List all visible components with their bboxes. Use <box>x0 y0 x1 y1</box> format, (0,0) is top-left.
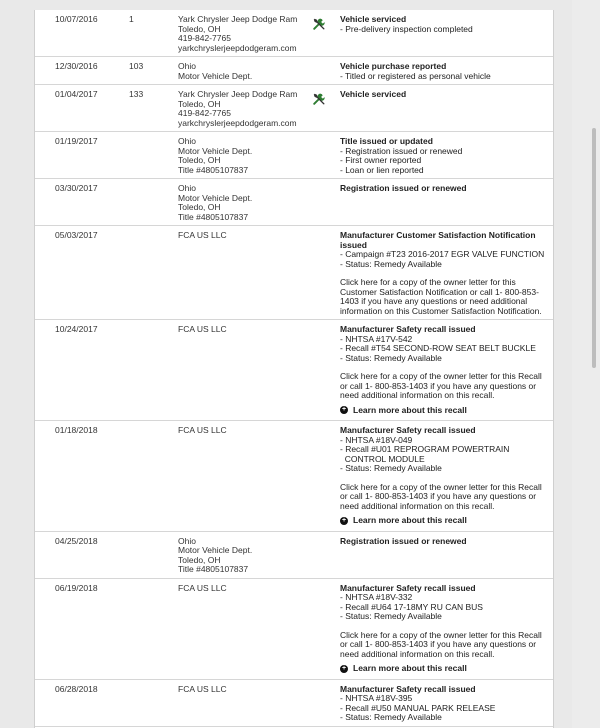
record-icon-cell <box>312 325 340 417</box>
odometer-reading: 103 <box>129 61 144 71</box>
record-source <box>178 137 312 175</box>
source-line: FCA US LLC <box>178 324 227 334</box>
learn-more-recall-link[interactable] <box>340 406 545 416</box>
detail-item: - Registration issued or renewed <box>340 145 463 156</box>
history-row <box>35 85 553 132</box>
record-source <box>178 325 312 417</box>
source-line: 419-842-7765 <box>178 108 231 118</box>
record-title: Vehicle serviced <box>340 89 407 99</box>
source-line: Title #4805107837 <box>178 164 249 175</box>
record-source <box>178 426 312 528</box>
source-line: Motor Vehicle Dept. <box>178 70 253 81</box>
record-details <box>340 137 545 175</box>
odometer-reading <box>129 685 178 723</box>
detail-item: - Loan or lien reported <box>340 164 424 175</box>
wrench-screwdriver-icon <box>312 17 326 31</box>
record-source <box>178 90 312 128</box>
history-row <box>35 132 553 179</box>
record-details <box>340 325 545 417</box>
source-line: FCA US LLC <box>178 425 227 435</box>
source-line: Motor Vehicle Dept. <box>178 192 253 203</box>
source-line: Toledo, OH <box>178 554 221 565</box>
record-date: 01/19/2017 <box>55 136 98 146</box>
source-line: Motor Vehicle Dept. <box>178 545 253 555</box>
detail-item: - Recall #U50 MANUAL PARK RELEASE <box>340 702 496 713</box>
source-line: yarkchryslerjeepdodgeram.com <box>178 117 297 128</box>
record-title: Title issued or updated <box>340 136 433 146</box>
record-icon-cell <box>312 584 340 676</box>
history-row <box>35 579 553 680</box>
history-row <box>35 680 553 727</box>
record-title: Manufacturer Safety recall issued <box>340 582 476 593</box>
odometer-reading: 133 <box>129 89 144 99</box>
source-line: Title #4805107837 <box>178 211 249 222</box>
plus-circle-icon: + <box>341 406 347 414</box>
record-details <box>340 537 545 575</box>
learn-more-recall-link[interactable] <box>340 664 545 674</box>
record-icon-cell <box>312 137 340 175</box>
source-line: Toledo, OH <box>178 155 221 165</box>
record-details <box>340 15 545 53</box>
detail-item: CONTROL MODULE <box>340 453 425 464</box>
record-details <box>340 426 545 528</box>
owner-letter-link[interactable]: Click here for a copy of the owner letter for this Recall or call 1- 800-853-1403 if you have any questions or need additional information on this recall. <box>340 481 542 511</box>
history-row <box>35 532 553 579</box>
learn-more-recall-link[interactable] <box>340 516 545 526</box>
record-icon-cell <box>312 231 340 316</box>
detail-item: - Recall #U64 17-18MY RU CAN BUS <box>340 601 483 612</box>
detail-item: - First owner reported <box>340 155 422 165</box>
odometer-reading <box>129 537 178 575</box>
record-icon-cell <box>312 537 340 575</box>
record-title: Manufacturer Safety recall issued <box>340 324 476 334</box>
record-details <box>340 90 545 128</box>
source-line: Yark Chrysler Jeep Dodge Ram <box>178 14 298 24</box>
record-title: Registration issued or renewed <box>340 183 467 193</box>
source-line: Toledo, OH <box>178 23 221 34</box>
history-row <box>35 421 553 532</box>
source-line: Yark Chrysler Jeep Dodge Ram <box>178 89 298 99</box>
record-icon-cell <box>312 62 340 81</box>
record-icon-cell <box>312 184 340 222</box>
record-source <box>178 685 312 723</box>
plus-circle-icon: + <box>341 664 347 672</box>
plus-circle-icon: + <box>341 516 347 524</box>
record-title: Vehicle serviced <box>340 14 407 24</box>
record-details <box>340 685 545 723</box>
source-line: FCA US LLC <box>178 683 227 694</box>
record-icon-cell <box>312 685 340 723</box>
source-line: Toledo, OH <box>178 202 221 212</box>
history-row <box>35 57 553 85</box>
record-source <box>178 584 312 676</box>
detail-item: - Status: Remedy Available <box>340 258 442 269</box>
odometer-reading <box>129 137 178 175</box>
record-source <box>178 231 312 316</box>
detail-item: - Recall #T54 SECOND-ROW SEAT BELT BUCKLE <box>340 343 536 353</box>
scrollbar-thumb[interactable] <box>592 128 596 368</box>
record-source <box>178 537 312 575</box>
history-report-page <box>34 10 554 728</box>
learn-more-label: Learn more about this recall <box>353 404 467 415</box>
record-source <box>178 62 312 81</box>
record-date: 06/19/2018 <box>55 582 98 593</box>
odometer-reading <box>129 325 178 417</box>
record-date: 10/07/2016 <box>55 14 98 24</box>
odometer-reading <box>129 231 178 316</box>
record-icon-cell <box>312 90 340 128</box>
source-line: Ohio <box>178 61 196 71</box>
detail-item: - Recall #U01 REPROGRAM POWERTRAIN <box>340 444 510 454</box>
detail-item: - NHTSA #18V-395 <box>340 693 413 703</box>
record-date: 04/25/2018 <box>55 535 98 546</box>
record-date: 06/28/2018 <box>55 683 98 694</box>
source-line: Title #4805107837 <box>178 564 249 574</box>
detail-item: - Status: Remedy Available <box>340 463 442 473</box>
detail-item: - NHTSA #18V-332 <box>340 592 413 602</box>
record-date: 10/24/2017 <box>55 324 98 334</box>
source-line: FCA US LLC <box>178 230 227 240</box>
odometer-reading <box>129 426 178 528</box>
record-details <box>340 231 545 316</box>
record-title: Vehicle purchase reported <box>340 61 447 71</box>
history-row <box>35 179 553 226</box>
record-title: Registration issued or renewed <box>340 535 467 546</box>
learn-more-label: Learn more about this recall <box>353 663 467 673</box>
history-row <box>35 10 553 57</box>
learn-more-label: Learn more about this recall <box>353 515 467 525</box>
source-line: Ohio <box>178 183 196 193</box>
owner-letter-link[interactable]: Click here for a copy of the owner letter for this Recall or call 1- 800-853-1403 if you have any questions or need additional information on this recall. <box>340 371 542 400</box>
odometer-reading <box>129 584 178 676</box>
detail-item: - Campaign #T23 2016-2017 EGR VALVE FUNCTION <box>340 249 545 259</box>
history-row <box>35 226 553 320</box>
record-title: Manufacturer Safety recall issued <box>340 425 476 435</box>
record-details <box>340 62 545 81</box>
source-line: Toledo, OH <box>178 98 221 109</box>
source-line: Motor Vehicle Dept. <box>178 145 253 156</box>
history-row <box>35 320 553 421</box>
detail-item: - Status: Remedy Available <box>340 611 442 621</box>
record-icon-cell <box>312 15 340 53</box>
odometer-reading: 1 <box>129 14 134 24</box>
record-icon-cell <box>312 426 340 528</box>
source-line: Ohio <box>178 136 196 146</box>
record-date: 01/04/2017 <box>55 89 98 99</box>
record-date: 01/18/2018 <box>55 425 98 435</box>
detail-item: - NHTSA #18V-049 <box>340 434 413 445</box>
owner-letter-link[interactable]: Click here for a copy of the owner letter for this Customer Satisfaction Notification or call 1- 800-853-1403 if you have any questions or need additional information on this Customer Satisfaction Notification. <box>340 277 542 316</box>
record-details <box>340 584 545 676</box>
record-details <box>340 184 545 222</box>
source-line: 419-842-7765 <box>178 33 231 43</box>
detail-item: - Status: Remedy Available <box>340 352 442 363</box>
wrench-screwdriver-icon <box>312 92 326 106</box>
history-table <box>35 10 553 727</box>
record-source <box>178 184 312 222</box>
source-line: FCA US LLC <box>178 582 227 593</box>
record-date: 03/30/2017 <box>55 183 98 193</box>
record-date: 12/30/2016 <box>55 61 98 71</box>
owner-letter-link[interactable]: Click here for a copy of the owner letter for this Recall or call 1- 800-853-1403 if you have any questions or need additional information on this recall. <box>340 629 542 659</box>
record-source <box>178 15 312 53</box>
source-line: Ohio <box>178 535 196 546</box>
detail-item: - NHTSA #17V-542 <box>340 333 413 344</box>
odometer-reading <box>129 184 178 222</box>
detail-item: - Pre-delivery inspection completed <box>340 23 473 34</box>
detail-item: - Titled or registered as personal vehicle <box>340 70 491 81</box>
record-title: Manufacturer Customer Satisfaction Notification issued <box>340 230 536 250</box>
record-date: 05/03/2017 <box>55 230 98 240</box>
source-line: yarkchryslerjeepdodgeram.com <box>178 42 297 53</box>
detail-item: - Status: Remedy Available <box>340 712 442 722</box>
record-title: Manufacturer Safety recall issued <box>340 683 476 694</box>
